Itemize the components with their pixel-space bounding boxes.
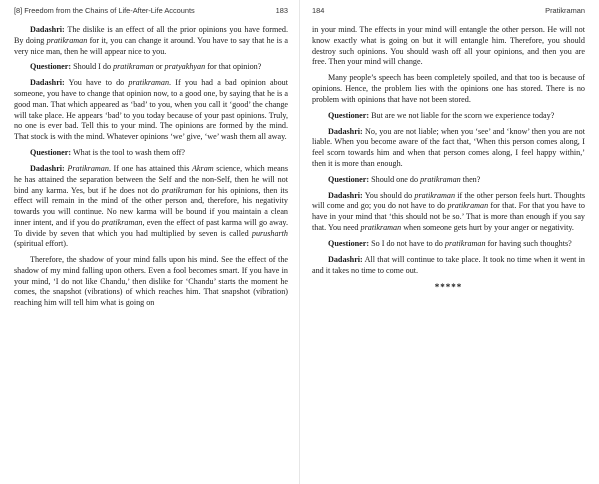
speaker-label: Questioner: — [328, 174, 370, 184]
page-body — [312, 25, 585, 276]
text-run: . If one has attained this — [108, 164, 192, 173]
paragraph — [14, 25, 288, 57]
italic-term: pratikraman — [113, 62, 154, 72]
text-run: for having such thoughts? — [485, 238, 572, 248]
speaker-label: Questioner: — [328, 110, 370, 120]
text-run: . If you had a bad opinion about someone, you have to change that opinion now, to a good one, by saying that he is a good man. That which appeared as ‘bad’ to you, when you call it ‘good’ the change will take place. He appears ‘bad’ to you today because of your past opinions. Truly, no one is ever bad. Tell this to your mind. The opinions are formed by the mind. That stock is with the mind. Whatever opinions ‘we’ give, ‘we’ wash them all away. — [14, 78, 289, 142]
italic-term: pratikraman — [414, 190, 456, 200]
paragraph — [312, 239, 585, 250]
text-run: Therefore, the shadow of your mind falls upon his mind. See the effect of the shadow of my mind falling upon others. Even a fool becomes smart. If you have in your mind, ‘I do not like Chandu,’ then dislike for ‘Chandu’ starts the moment he comes, the snapshot (vibrations) of which reaches him. That snapshot (vibration) reaching him will tell him what is going on — [14, 255, 288, 308]
text-run: You have to do — [64, 78, 129, 88]
text-run: , even the effect of past karma will go away. To divide by seven that which you had multiplied by seven is called — [14, 217, 288, 238]
page-body — [14, 25, 288, 309]
italic-term: pratikraman — [444, 238, 486, 248]
paragraph — [312, 191, 585, 234]
text-run: Should one do — [369, 174, 421, 184]
paragraph — [312, 175, 585, 186]
text-run: in your mind. The effects in your mind will entangle the other person. He will not know exactly what is going on but it will entangle him. Therefore, you should destroy such opinions. You should wash off all your opinions, and then you are free. Then your mind will change. — [312, 25, 585, 67]
chapter-title: [8] Freedom from the Chains of Life-After-Life Accounts — [14, 6, 195, 15]
text-run: The dislike is an effect of all the prior opinions you have formed. By doing — [14, 25, 288, 45]
italic-term: pratikraman — [447, 201, 489, 211]
speaker-label: Dadashri: — [328, 126, 363, 136]
speaker-label: Dadashri: — [328, 190, 363, 200]
text-run: Should I do — [71, 62, 114, 72]
speaker-label: Questioner: — [328, 238, 370, 248]
running-header — [14, 6, 288, 18]
italic-term: pratikraman — [360, 222, 402, 232]
paragraph — [312, 25, 585, 68]
book-title: Pratikraman — [545, 6, 585, 15]
italic-term: pratikraman — [161, 185, 203, 195]
text-run: No, you are not liable; when you ‘see’ and ‘know’ then you are not liable. When you become aware of the fact that, ‘When this person comes along, I feel scorn towards him and when that person comes along, I feel happy within,’ then it is more than enough. — [312, 126, 585, 168]
text-run: Many people’s speech has been completely spoiled, and that too is because of opinions. Hence, the problem lies with the opinions one has stored. There is no problem with opinions that have not been stored. — [312, 73, 585, 104]
running-header — [312, 6, 585, 18]
paragraph — [14, 62, 288, 73]
text-run: for that opinion? — [205, 62, 262, 72]
text-run: So I do not have to do — [369, 238, 445, 248]
text-run: science, which means he has attained the separation between the Self and the non-Self, then he will not bind any karma. Yes, but if he does not do — [14, 164, 288, 195]
paragraph — [312, 111, 585, 122]
italic-term: pratikraman — [46, 35, 88, 45]
speaker-label: Dadashri: — [30, 25, 65, 34]
speaker-label: Questioner: — [30, 148, 72, 158]
paragraph — [14, 148, 288, 159]
text-run: But are we not liable for the scorn we experience today? — [369, 110, 555, 120]
page-number: 183 — [275, 6, 288, 15]
right-page — [300, 0, 599, 484]
italic-term: pratikraman — [101, 217, 143, 227]
text-run: for that. For that you have to have in your mind that ‘this should not be so.’ That is more than enough if you say that. You need — [312, 201, 585, 232]
paragraph — [312, 127, 585, 170]
italic-term: pratikraman — [128, 78, 170, 88]
italic-term: Akram — [191, 164, 214, 173]
paragraph — [14, 255, 288, 309]
speaker-label: Questioner: — [30, 62, 72, 72]
speaker-label: Dadashri: — [328, 254, 363, 264]
text-run: You should do — [362, 190, 415, 200]
italic-term: purusharth — [251, 228, 288, 238]
italic-term: pratikraman — [420, 174, 461, 184]
section-end-mark: ***** — [434, 281, 463, 292]
text-run: for it, you can change it around. You have to say that he is a very nice man, then he will appear nice to you. — [14, 35, 288, 56]
speaker-label: Dadashri: — [30, 164, 65, 173]
paragraph — [312, 255, 585, 277]
text-run: when someone gets hurt by your anger or negativity. — [401, 222, 574, 232]
text-run: All that will continue to take place. It took no time when it went in and it takes no time to come out. — [312, 254, 585, 275]
paragraph — [14, 78, 288, 143]
text-run: for his opinions, then its effect will remain in the mind of the other person and, therefore, his negativity towards you will continue. No new karma will be bound if you maintain a clean inner intent, and if you do — [14, 185, 288, 227]
paragraph — [14, 164, 288, 250]
italic-term: Pratikraman — [67, 164, 109, 173]
text-run: (spiritual effort). — [14, 239, 68, 249]
text-run: then? — [460, 174, 481, 184]
text-run: or — [153, 62, 165, 72]
text-run: if the other person feels hurt. Thoughts will come and go; you do not have to do — [312, 190, 586, 211]
paragraph — [312, 73, 585, 105]
text-run: What is the tool to wash them off? — [71, 148, 185, 158]
page-number: 184 — [312, 6, 325, 15]
italic-term: pratyakhyan — [164, 62, 206, 72]
speaker-label: Dadashri: — [30, 78, 65, 88]
